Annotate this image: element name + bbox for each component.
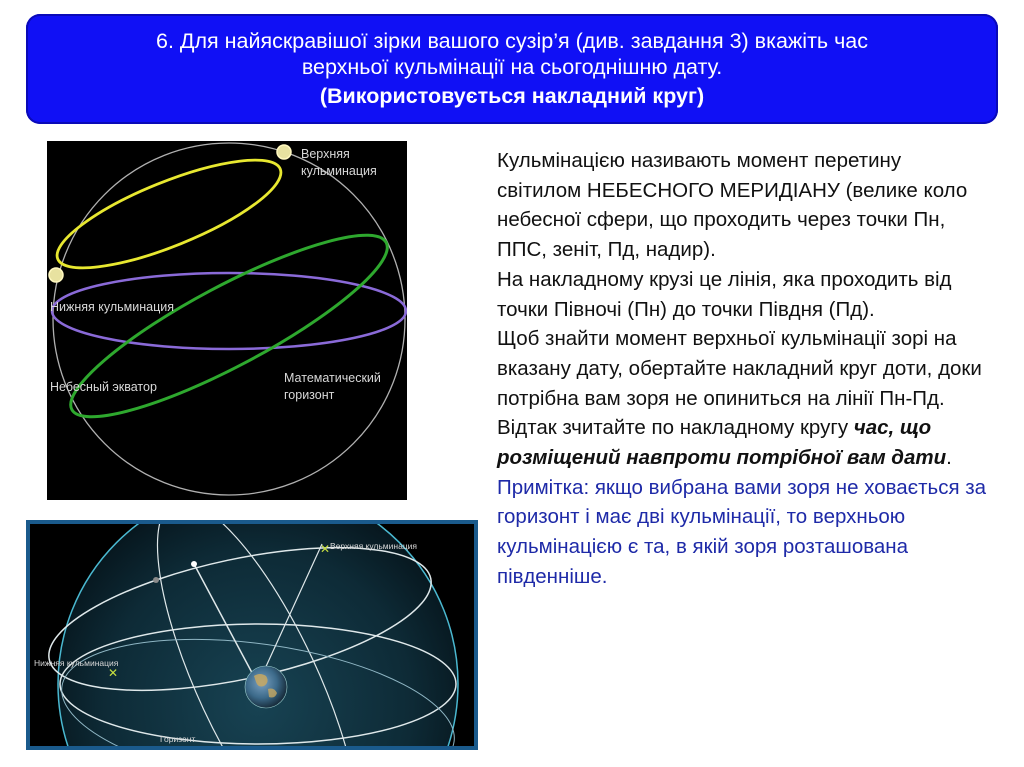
label-upper-culmination: Верхняя кульминация: [330, 541, 418, 551]
label-horizon-2: горизонт: [284, 388, 335, 402]
celestial-sphere-3d: [58, 524, 458, 746]
task-subtitle: (Використовується накладний круг): [319, 84, 705, 108]
horizon-line: [53, 207, 405, 445]
label-lower-culmination: Нижняя кульминация: [34, 658, 119, 668]
task-title-line-2: верхньої кульмінації на сьогоднішню дату.: [301, 55, 723, 79]
sphere-earth-canvas: [30, 524, 474, 746]
label-upper-culmination-2: кульминация: [301, 164, 377, 178]
task-title-line-1: 6. Для найяскравішої зірки вашого сузір’я (див. завдання 3) вкажіть час: [155, 29, 869, 53]
instructions-emphasis: час, що розміщений навпроти потрібної вам дати: [497, 416, 947, 470]
culmination-diagram: [47, 141, 407, 500]
culmination-diagram-svg: [47, 141, 407, 500]
star-path-line: [47, 141, 292, 289]
label-horizon-1: Математический: [284, 371, 381, 385]
label-lower-culmination: Нижняя кульминация: [50, 300, 175, 314]
note-paragraph: Примітка: якщо вибрана вами зоря не ховається за горизонт і має дві кульмінації, то верхньою кульмінацією є та, в якій зоря розташована південніше.: [497, 475, 987, 588]
sphere-earth-diagram: [26, 520, 478, 750]
task-banner: [26, 14, 998, 124]
instructions-lead: Щоб знайти момент верхньої кульмінації зорі на вказану дату, обертайте накладний круг доти, доки потрібна вам зоря не опиниться на лінії Пн-Пд. Відтак зчитайте по накладному кругу: [497, 327, 982, 440]
celestial-sphere: [53, 143, 405, 495]
star-point: [153, 577, 159, 583]
label-horizon: Горизонт: [160, 734, 196, 744]
meridian-line-paragraph: На накладному крузі це лінія, яка проходить від точки Півночі (Пн) до точки Півдня (Пд).: [497, 267, 952, 321]
instructions-paragraph: [497, 324, 987, 473]
definition-paragraph: Кульмінацією називають момент перетину світилом НЕБЕСНОГО МЕРИДІАНУ (велике коло небесної сфери, що проходить через точки Пн, ППС, зеніт, Пд, надир).: [497, 149, 968, 262]
earth: [245, 666, 287, 708]
explanation-text: [497, 146, 987, 592]
label-upper-culmination-1: Верхняя: [301, 147, 350, 161]
instructions-end: .: [946, 446, 952, 470]
lower-culmination-marker-icon: ✕: [108, 666, 119, 680]
celestial-pole-point: [191, 561, 197, 567]
upper-culmination-star: [277, 145, 291, 159]
label-celestial-equator: Небесный экватор: [50, 380, 157, 394]
lower-culmination-star: [49, 268, 63, 282]
sphere-earth-svg: [30, 524, 474, 746]
upper-culmination-marker-icon: ✕: [320, 542, 331, 556]
